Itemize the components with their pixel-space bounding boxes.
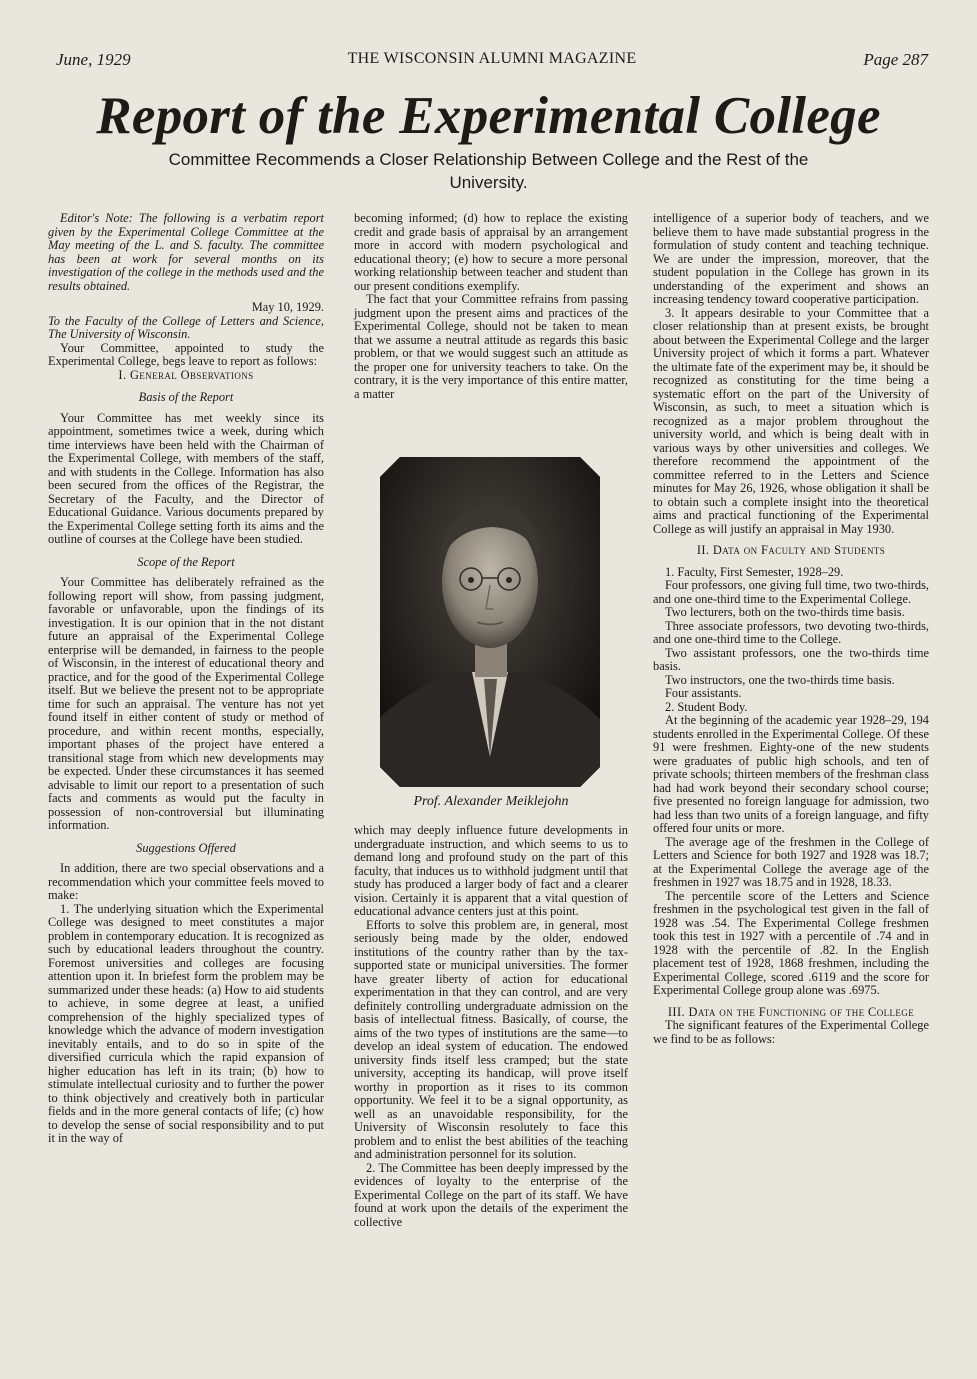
page-number: Page 287 bbox=[863, 50, 928, 69]
column-3 bbox=[653, 212, 929, 1046]
article-subtitle: Committee Recommends a Closer Relationship Between College and the Rest of the University. bbox=[168, 150, 809, 192]
running-header bbox=[56, 50, 928, 72]
student-paragraph-3: The percentile score of the Letters and Science freshmen in the psychological test given in the fall of 1928 was .54. The Experimental College freshmen took this test in 1927 with a percentile of .74 and in 1928 with the percentile of .82. In the English placement test of 1928, 1868 freshmen, including the Experimental College, scored .6119 and the score for Experimental College group alone was .6975. bbox=[653, 888, 929, 997]
student-paragraph-1: At the beginning of the academic year 1928–29, 194 students enrolled in the Experimental College. Of these 91 were freshmen. Eighty-one of the new students were graduates of public high schools, and ten of private schools; thirteen members of the freshman class had had work beyond their secondary school course; five presented no foreign language for admission, two had less than two units of a foreign language, and fifty offered four units or more. bbox=[653, 713, 929, 835]
faculty-item: Two instructors, one the two-thirds time basis. bbox=[665, 672, 895, 687]
article-title: Report of the Experimental College bbox=[96, 87, 881, 145]
faculty-item: Two assistant professors, one the two-thirds time basis. bbox=[653, 645, 929, 673]
column-1 bbox=[48, 212, 324, 1146]
column-2-lower bbox=[354, 824, 628, 1229]
report-address: To the Faculty of the College of Letters and Science, The University of Wisconsin. bbox=[48, 313, 324, 341]
faculty-item: Two lecturers, both on the two-thirds time basis. bbox=[665, 605, 905, 619]
col3-paragraph-2: 3. It appears desirable to your Committee that a closer relationship than at present exists, be brought about between the Experimental College and the larger University project of which it forms a part. Whatever the ultimate fate of the experiment may be, it should be recognized as constituting for the time being a systematic effort on the part of the University of Wisconsin, as such, to meet a situation which is recognized as a major problem throughout the university world, and which is being dealt with in various ways by other universities and colleges. We therefore recommend the appointment of the committee referred to in the Letters and Science minutes for May 26, 1926, whose obligation it shall be to obtain such a complete insight into the theoretical aims and practical functioning of the Experimental College as will justify an appraisal in May 1930. bbox=[653, 305, 929, 536]
subheading-suggestions: Suggestions Offered bbox=[136, 840, 236, 855]
editors-note: Editor's Note: The following is a verbatim report given by the Experimental College Committee at the May meeting of the L. and S. faculty. The committee has been at work for several months on its investigation of the college in the methods used and the results obtained. bbox=[48, 211, 324, 293]
report-date: May 10, 1929. bbox=[251, 300, 324, 314]
basis-paragraph: Your Committee has met weekly since its appointment, sometimes twice a week, during which time interviews have been held with the Chairman of the Experimental College, with members of the staff, and with students in the College. Information has also been secured from the offices of the Registrar, the Secretary of the Faculty, and the Director of Educational Guidance. Various documents prepared by the Experimental College setting forth its aims and the outline of courses at the College have been studied. bbox=[48, 410, 324, 546]
magazine-name: THE WISCONSIN ALUMNI MAGAZINE bbox=[347, 50, 637, 67]
col2-paragraph-1: becoming informed; (d) how to replace the existing credit and grade basis of appraisal by an arrangement more in accord with modern psychological and educational theory; (e) how to secure a more personal working relationship between teacher and student than our present conditions exemplify. bbox=[354, 211, 628, 293]
col2-paragraph-4: Efforts to solve this problem are, in general, most seriously being made by the older, endowed institutions of the country rather than by the tax-supported state or municipal universities. The former have greater liberty of action for educational experimentation in that they can control, and are very definitely controlling undergraduate admission on the basis of intellectual fitness. Basically, of course, the aims of the two types of institutions are the same—to develop an ideal system of education. The endowed university finds itself less cramped; but the state university, accepting its handicap, will prove itself worthy in proportion as it rises to its common opportunity. We feel it to be a signal opportunity, as well as an unavoidable responsibility, for the University of Wisconsin resolutely to face this problem and to enlist the best abilities of the teaching and administration personnel for its solution. bbox=[354, 917, 628, 1161]
subheading-basis: Basis of the Report bbox=[138, 390, 234, 404]
section-heading-3: III. Data on the Functioning of the College bbox=[667, 1004, 915, 1019]
portrait-illustration bbox=[380, 457, 600, 787]
portrait-photo bbox=[380, 457, 600, 787]
suggestions-paragraph-2: 1. The underlying situation which the Experimental College was designed to meet constitutes a major problem in contemporary education. It is recognized as such by educational leaders throughout the country. Foremost universities and colleges are focusing attention upon it. In briefest form the problem may be summarized under these heads: (a) How to aid students to achieve, in some degree at least, a unified comprehension of the highly specialized types of knowledge which the advance of modern investigation inevitably entails, and to do so in spite of the diversified curricula which the rapid expansion of higher education has left in its train; (b) how to stimulate intellectual curiosity and to further the power to think objectively and creatively both in particular fields and in the more general contacts of life; (c) how to develop the sense of social responsibility and to put it in the way of bbox=[48, 901, 324, 1145]
column-2-upper bbox=[354, 212, 628, 401]
section-heading-2: II. Data on Faculty and Students bbox=[696, 543, 886, 557]
intro-paragraph: Your Committee, appointed to study the Experimental College, begs leave to report as follows: bbox=[48, 340, 324, 368]
col2-paragraph-5: 2. The Committee has been deeply impressed by the evidences of loyalty to the enterprise of the Experimental College on the part of its staff. We have found at work upon the details of the experiment the collective bbox=[354, 1160, 628, 1229]
issue-date: June, 1929 bbox=[56, 50, 131, 69]
section-heading-1: I. General Observations bbox=[118, 367, 254, 382]
student-lead: 2. Student Body. bbox=[665, 699, 748, 714]
student-paragraph-2: The average age of the freshmen in the College of Letters and Science for both 1927 and 1928 was 18.7; at the Experimental College the average age of the freshmen in 1927 was 18.75 and in 1928, 18.33. bbox=[653, 834, 929, 889]
faculty-lead: 1. Faculty, First Semester, 1928–29. bbox=[665, 564, 844, 579]
suggestions-paragraph-1: In addition, there are two special observations and a recommendation which your committee feels moved to make: bbox=[48, 861, 324, 902]
faculty-item: Three associate professors, two devoting two-thirds, and one one-third time to the College. bbox=[653, 618, 929, 646]
photo-caption: Prof. Alexander Meiklejohn bbox=[413, 794, 569, 809]
portrait-image bbox=[380, 457, 600, 787]
faculty-item: Four professors, one giving full time, two two-thirds, and one one-third time to the Experimental College. bbox=[653, 578, 929, 606]
col3-paragraph-1: intelligence of a superior body of teachers, and we believe them to have made substantial progress in the formulation of study content and teaching technique. We are under the impression, moreover, that the student population in the College has grown in its understanding of the experiment and shows an increasing tendency toward cooperative participation. bbox=[653, 211, 929, 306]
scope-paragraph: Your Committee has deliberately refrained as the following report will show, from passing judgment, favorable or unfavorable, upon the findings of its investigation. It is our opinion that in the not distant future an appraisal of the Experimental College enterprise will be demanded, in fairness to the people of Wisconsin, in the interest of educational theory and practice, and for the good of the Experimental College itself. But we believe the present not to be appropriate time for such an appraisal. The venture has not yet found itself in either content of study or method of procedure, and within recent months, especially, important phases of the project have entered a transitional stage from which new developments may be expected. Under these circumstances it has seemed advisable to limit our report to a presentation of such facts and comments as would put the faculty in possession of non-controversial but illuminating information. bbox=[48, 575, 324, 832]
faculty-item: Four assistants. bbox=[665, 686, 742, 700]
final-paragraph: The significant features of the Experimental College we find to be as follows: bbox=[653, 1018, 929, 1046]
subheading-scope: Scope of the Report bbox=[137, 554, 235, 569]
col2-paragraph-3: which may deeply influence future developments in undergraduate instruction, and which seems to us to demand long and profound study on the part of this faculty, that induces us to withhold judgment until that study has produced a larger body of fact and a clearer vision. Certainly it is apparent that a vital question of educational advance centers just at this point. bbox=[354, 823, 628, 918]
col2-paragraph-2: The fact that your Committee refrains from passing judgment upon the present aims and practices of the Experimental College, should not be taken to mean that we assume a neutral attitude as regards this basic problem, or that we would suggest such an attitude as the proper one for university teachers to take. On the contrary, it is the very importance of this entire matter, a matter bbox=[354, 292, 628, 401]
